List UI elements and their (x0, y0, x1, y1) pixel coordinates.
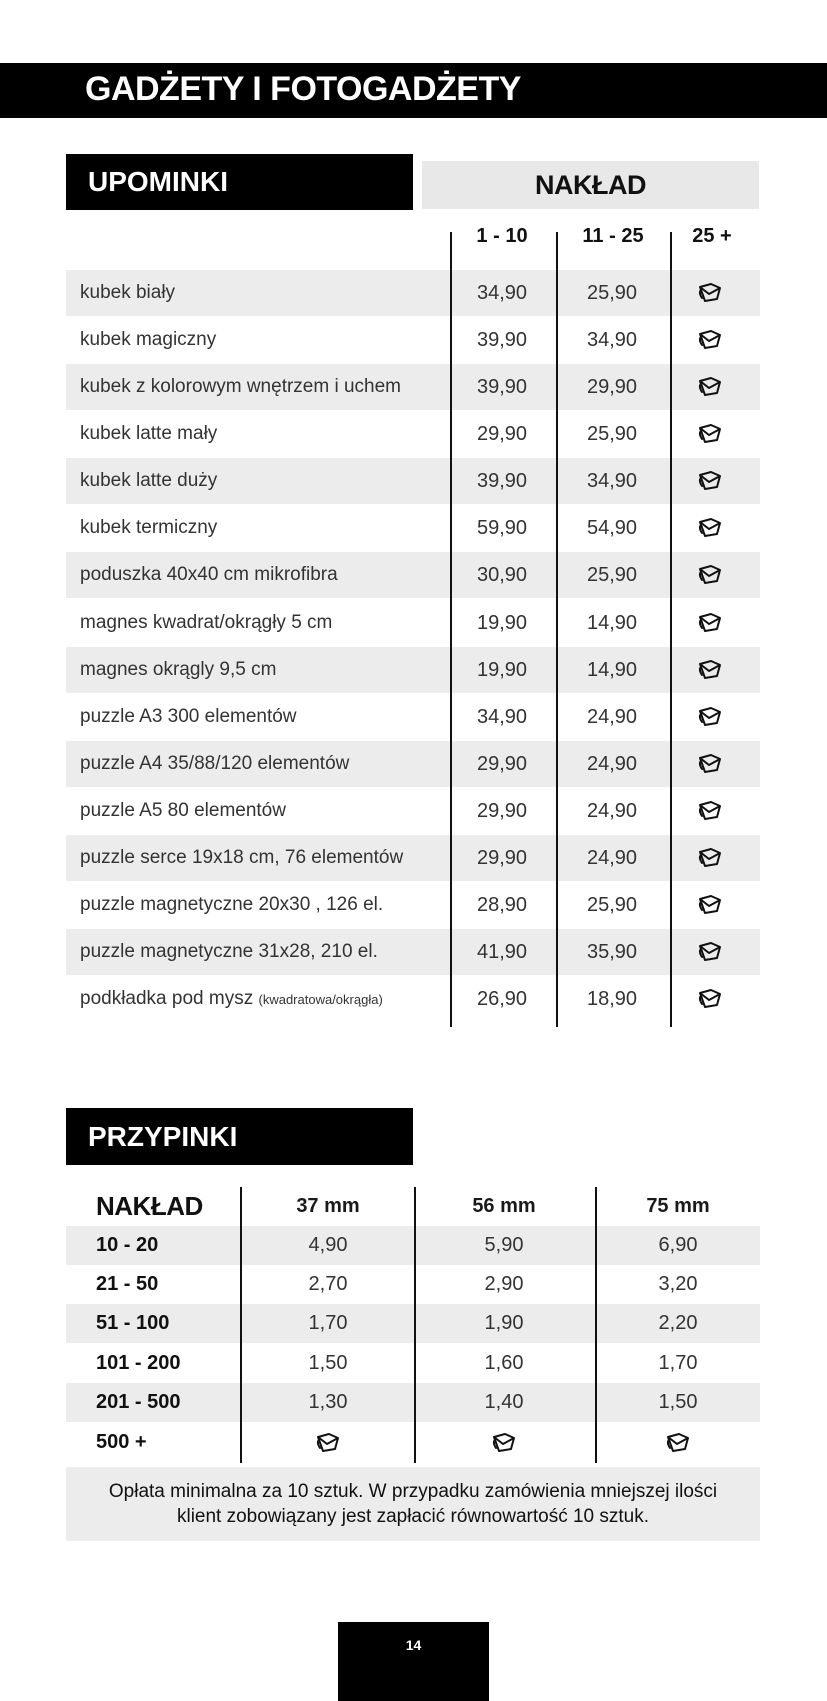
price-1-10: 29,90 (476, 847, 528, 869)
table-row (66, 1265, 760, 1304)
envelope-contact-icon (697, 517, 723, 539)
column-divider (240, 1187, 242, 1463)
price-1-10: 29,90 (476, 423, 528, 445)
price-1-10: 29,90 (476, 753, 528, 775)
pin-price: 1,60 (484, 1352, 524, 1374)
price-11-25: 18,90 (586, 988, 638, 1010)
przypinki-col-75mm: 75 mm (646, 1195, 710, 1217)
note-line-2: klient zobowiązany jest zapłacić równowartość 10 sztuk. (176, 1506, 650, 1527)
price-11-25: 24,90 (586, 847, 638, 869)
price-11-25: 14,90 (586, 659, 638, 681)
price-1-10: 59,90 (476, 517, 528, 539)
price-1-10: 39,90 (476, 376, 528, 398)
table-row (66, 882, 760, 928)
pin-price: 1,70 (658, 1352, 698, 1374)
przypinki-section-title (66, 1108, 413, 1165)
contact-for-price-icon (660, 941, 760, 963)
price-11-25: 24,90 (586, 706, 638, 728)
product-name-text: puzzle magnetyczne 31x28, 210 el. (80, 941, 378, 962)
table-row (66, 411, 760, 457)
contact-for-price-icon (660, 659, 760, 681)
envelope-contact-icon (665, 1432, 691, 1454)
quantity-range: 500 + (96, 1431, 147, 1453)
price-1-10: 39,90 (476, 329, 528, 351)
envelope-contact-icon (697, 894, 723, 916)
column-header-11-25: 11 - 25 (582, 225, 644, 247)
contact-for-price-icon (603, 1432, 753, 1454)
envelope-contact-icon (697, 941, 723, 963)
contact-for-price-icon (660, 800, 760, 822)
price-1-10: 30,90 (476, 564, 528, 586)
quantity-range: 10 - 20 (96, 1234, 159, 1256)
product-name (80, 929, 378, 975)
table-row (66, 505, 760, 551)
price-1-10: 19,90 (476, 659, 528, 681)
contact-for-price-icon (660, 517, 760, 539)
product-name-text: kubek biały (80, 282, 176, 303)
quantity-range: 101 - 200 (96, 1352, 181, 1374)
quantity-range: 51 - 100 (96, 1312, 170, 1334)
price-1-10: 29,90 (476, 800, 528, 822)
table-row (66, 1383, 760, 1422)
table-row (66, 270, 760, 316)
product-name-text: magnes okrągly 9,5 cm (80, 659, 277, 680)
product-name (80, 835, 403, 881)
pin-price: 6,90 (658, 1234, 698, 1256)
contact-for-price-icon (660, 282, 760, 304)
envelope-contact-icon (697, 800, 723, 822)
envelope-contact-icon (697, 753, 723, 775)
column-divider (595, 1187, 597, 1463)
contact-for-price-icon (660, 612, 760, 634)
price-1-10: 19,90 (476, 612, 528, 634)
envelope-contact-icon (697, 329, 723, 351)
product-name-text: puzzle A4 35/88/120 elementów (80, 753, 350, 774)
envelope-contact-icon (697, 376, 723, 398)
przypinki-col-56mm: 56 mm (472, 1195, 536, 1217)
envelope-contact-icon (697, 706, 723, 728)
table-row (66, 835, 760, 881)
contact-for-price-icon (429, 1432, 579, 1454)
table-row (66, 929, 760, 975)
pin-price: 1,70 (308, 1312, 348, 1334)
table-row (66, 788, 760, 834)
price-11-25: 24,90 (586, 753, 638, 775)
price-1-10: 26,90 (476, 988, 528, 1010)
przypinki-col-37mm: 37 mm (296, 1195, 360, 1217)
contact-for-price-icon (660, 847, 760, 869)
pin-price: 2,70 (308, 1273, 348, 1295)
price-1-10: 34,90 (476, 282, 528, 304)
product-name (80, 458, 217, 504)
product-name-text: kubek latte mały (80, 423, 218, 444)
upominki-title-text: UPOMINKI (88, 166, 228, 197)
product-name (80, 364, 401, 410)
pin-price: 1,90 (484, 1312, 524, 1334)
envelope-contact-icon (697, 423, 723, 445)
table-row (66, 1226, 760, 1265)
column-divider (450, 232, 452, 1027)
column-divider (556, 232, 558, 1027)
product-name-note: (kwadratowa/okrągła) (258, 992, 383, 1007)
price-11-25: 34,90 (586, 470, 638, 492)
contact-for-price-icon (660, 423, 760, 445)
page-number: 14 (338, 1622, 489, 1701)
table-row (66, 1423, 760, 1462)
table-row (66, 552, 760, 598)
product-name-text: puzzle serce 19x18 cm, 76 elementów (80, 847, 404, 868)
product-name (80, 647, 276, 693)
price-11-25: 25,90 (586, 894, 638, 916)
price-11-25: 34,90 (586, 329, 638, 351)
product-name-text: puzzle A3 300 elementów (80, 706, 297, 727)
price-11-25: 25,90 (586, 423, 638, 445)
product-name (80, 600, 332, 646)
price-1-10: 34,90 (476, 706, 528, 728)
price-11-25: 25,90 (586, 282, 638, 304)
envelope-contact-icon (697, 847, 723, 869)
product-name (80, 505, 217, 551)
column-header-1-10: 1 - 10 (476, 225, 528, 247)
product-name-text: poduszka 40x40 cm mikrofibra (80, 564, 338, 585)
table-row (66, 694, 760, 740)
price-11-25: 54,90 (586, 517, 638, 539)
table-row (66, 364, 760, 410)
product-name (80, 270, 175, 316)
przypinki-header-row (66, 1187, 760, 1225)
contact-for-price-icon (253, 1432, 403, 1454)
page-title: GADŻETY I FOTOGADŻETY (85, 70, 521, 108)
envelope-contact-icon (697, 659, 723, 681)
product-name (80, 552, 338, 598)
envelope-contact-icon (697, 988, 723, 1010)
upominki-naklad-header: NAKŁAD (422, 161, 759, 209)
table-row (66, 1344, 760, 1383)
column-divider (414, 1187, 416, 1463)
quantity-range: 201 - 500 (96, 1391, 181, 1413)
pin-price: 1,30 (308, 1391, 348, 1413)
envelope-contact-icon (491, 1432, 517, 1454)
pin-price: 1,40 (484, 1391, 524, 1413)
product-name (80, 882, 383, 928)
contact-for-price-icon (660, 988, 760, 1010)
envelope-contact-icon (697, 470, 723, 492)
contact-for-price-icon (660, 564, 760, 586)
table-row (66, 317, 760, 363)
product-name-text: kubek latte duży (80, 470, 218, 491)
product-name (80, 317, 216, 363)
product-name-text: puzzle A5 80 elementów (80, 800, 286, 821)
contact-for-price-icon (660, 753, 760, 775)
price-11-25: 35,90 (586, 941, 638, 963)
column-divider (670, 232, 672, 1027)
przypinki-title-text: PRZYPINKI (88, 1121, 238, 1152)
przypinki-naklad-label: NAKŁAD (96, 1191, 203, 1221)
contact-for-price-icon (660, 376, 760, 398)
page-header-bar (0, 63, 827, 118)
quantity-range: 21 - 50 (96, 1273, 159, 1295)
table-row (66, 458, 760, 504)
upominki-section-title (66, 154, 413, 210)
price-1-10: 28,90 (476, 894, 528, 916)
envelope-contact-icon (315, 1432, 341, 1454)
product-name (80, 411, 217, 457)
envelope-contact-icon (697, 282, 723, 304)
product-name (80, 741, 349, 787)
pin-price: 2,90 (484, 1273, 524, 1295)
table-row (66, 1304, 760, 1343)
table-row (66, 647, 760, 693)
table-row (66, 976, 760, 1022)
price-11-25: 14,90 (586, 612, 638, 634)
product-name-text: kubek z kolorowym wnętrzem i uchem (80, 376, 401, 397)
column-header-25-plus: 25 + (692, 225, 732, 247)
minimum-fee-note (66, 1467, 760, 1541)
product-name (80, 788, 286, 834)
contact-for-price-icon (660, 894, 760, 916)
table-row (66, 741, 760, 787)
price-1-10: 39,90 (476, 470, 528, 492)
product-name-text: podkładka pod mysz (80, 988, 254, 1009)
table-row (66, 600, 760, 646)
pin-price: 4,90 (308, 1234, 348, 1256)
pin-price: 5,90 (484, 1234, 524, 1256)
price-1-10: 41,90 (476, 941, 528, 963)
product-name-text: magnes kwadrat/okrągły 5 cm (80, 612, 333, 633)
product-name (80, 976, 383, 1023)
product-name-text: kubek magiczny (80, 329, 217, 350)
product-name-text: kubek termiczny (80, 517, 218, 538)
pin-price: 2,20 (658, 1312, 698, 1334)
pin-price: 1,50 (658, 1391, 698, 1413)
price-11-25: 25,90 (586, 564, 638, 586)
price-11-25: 24,90 (586, 800, 638, 822)
envelope-contact-icon (697, 564, 723, 586)
contact-for-price-icon (660, 470, 760, 492)
product-name-text: puzzle magnetyczne 20x30 , 126 el. (80, 894, 384, 915)
contact-for-price-icon (660, 329, 760, 351)
pin-price: 3,20 (658, 1273, 698, 1295)
pin-price: 1,50 (308, 1352, 348, 1374)
contact-for-price-icon (660, 706, 760, 728)
product-name (80, 694, 297, 740)
note-line-1: Opłata minimalna za 10 sztuk. W przypadku zamówienia mniejszej ilości (108, 1481, 718, 1502)
envelope-contact-icon (697, 612, 723, 634)
price-11-25: 29,90 (586, 376, 638, 398)
